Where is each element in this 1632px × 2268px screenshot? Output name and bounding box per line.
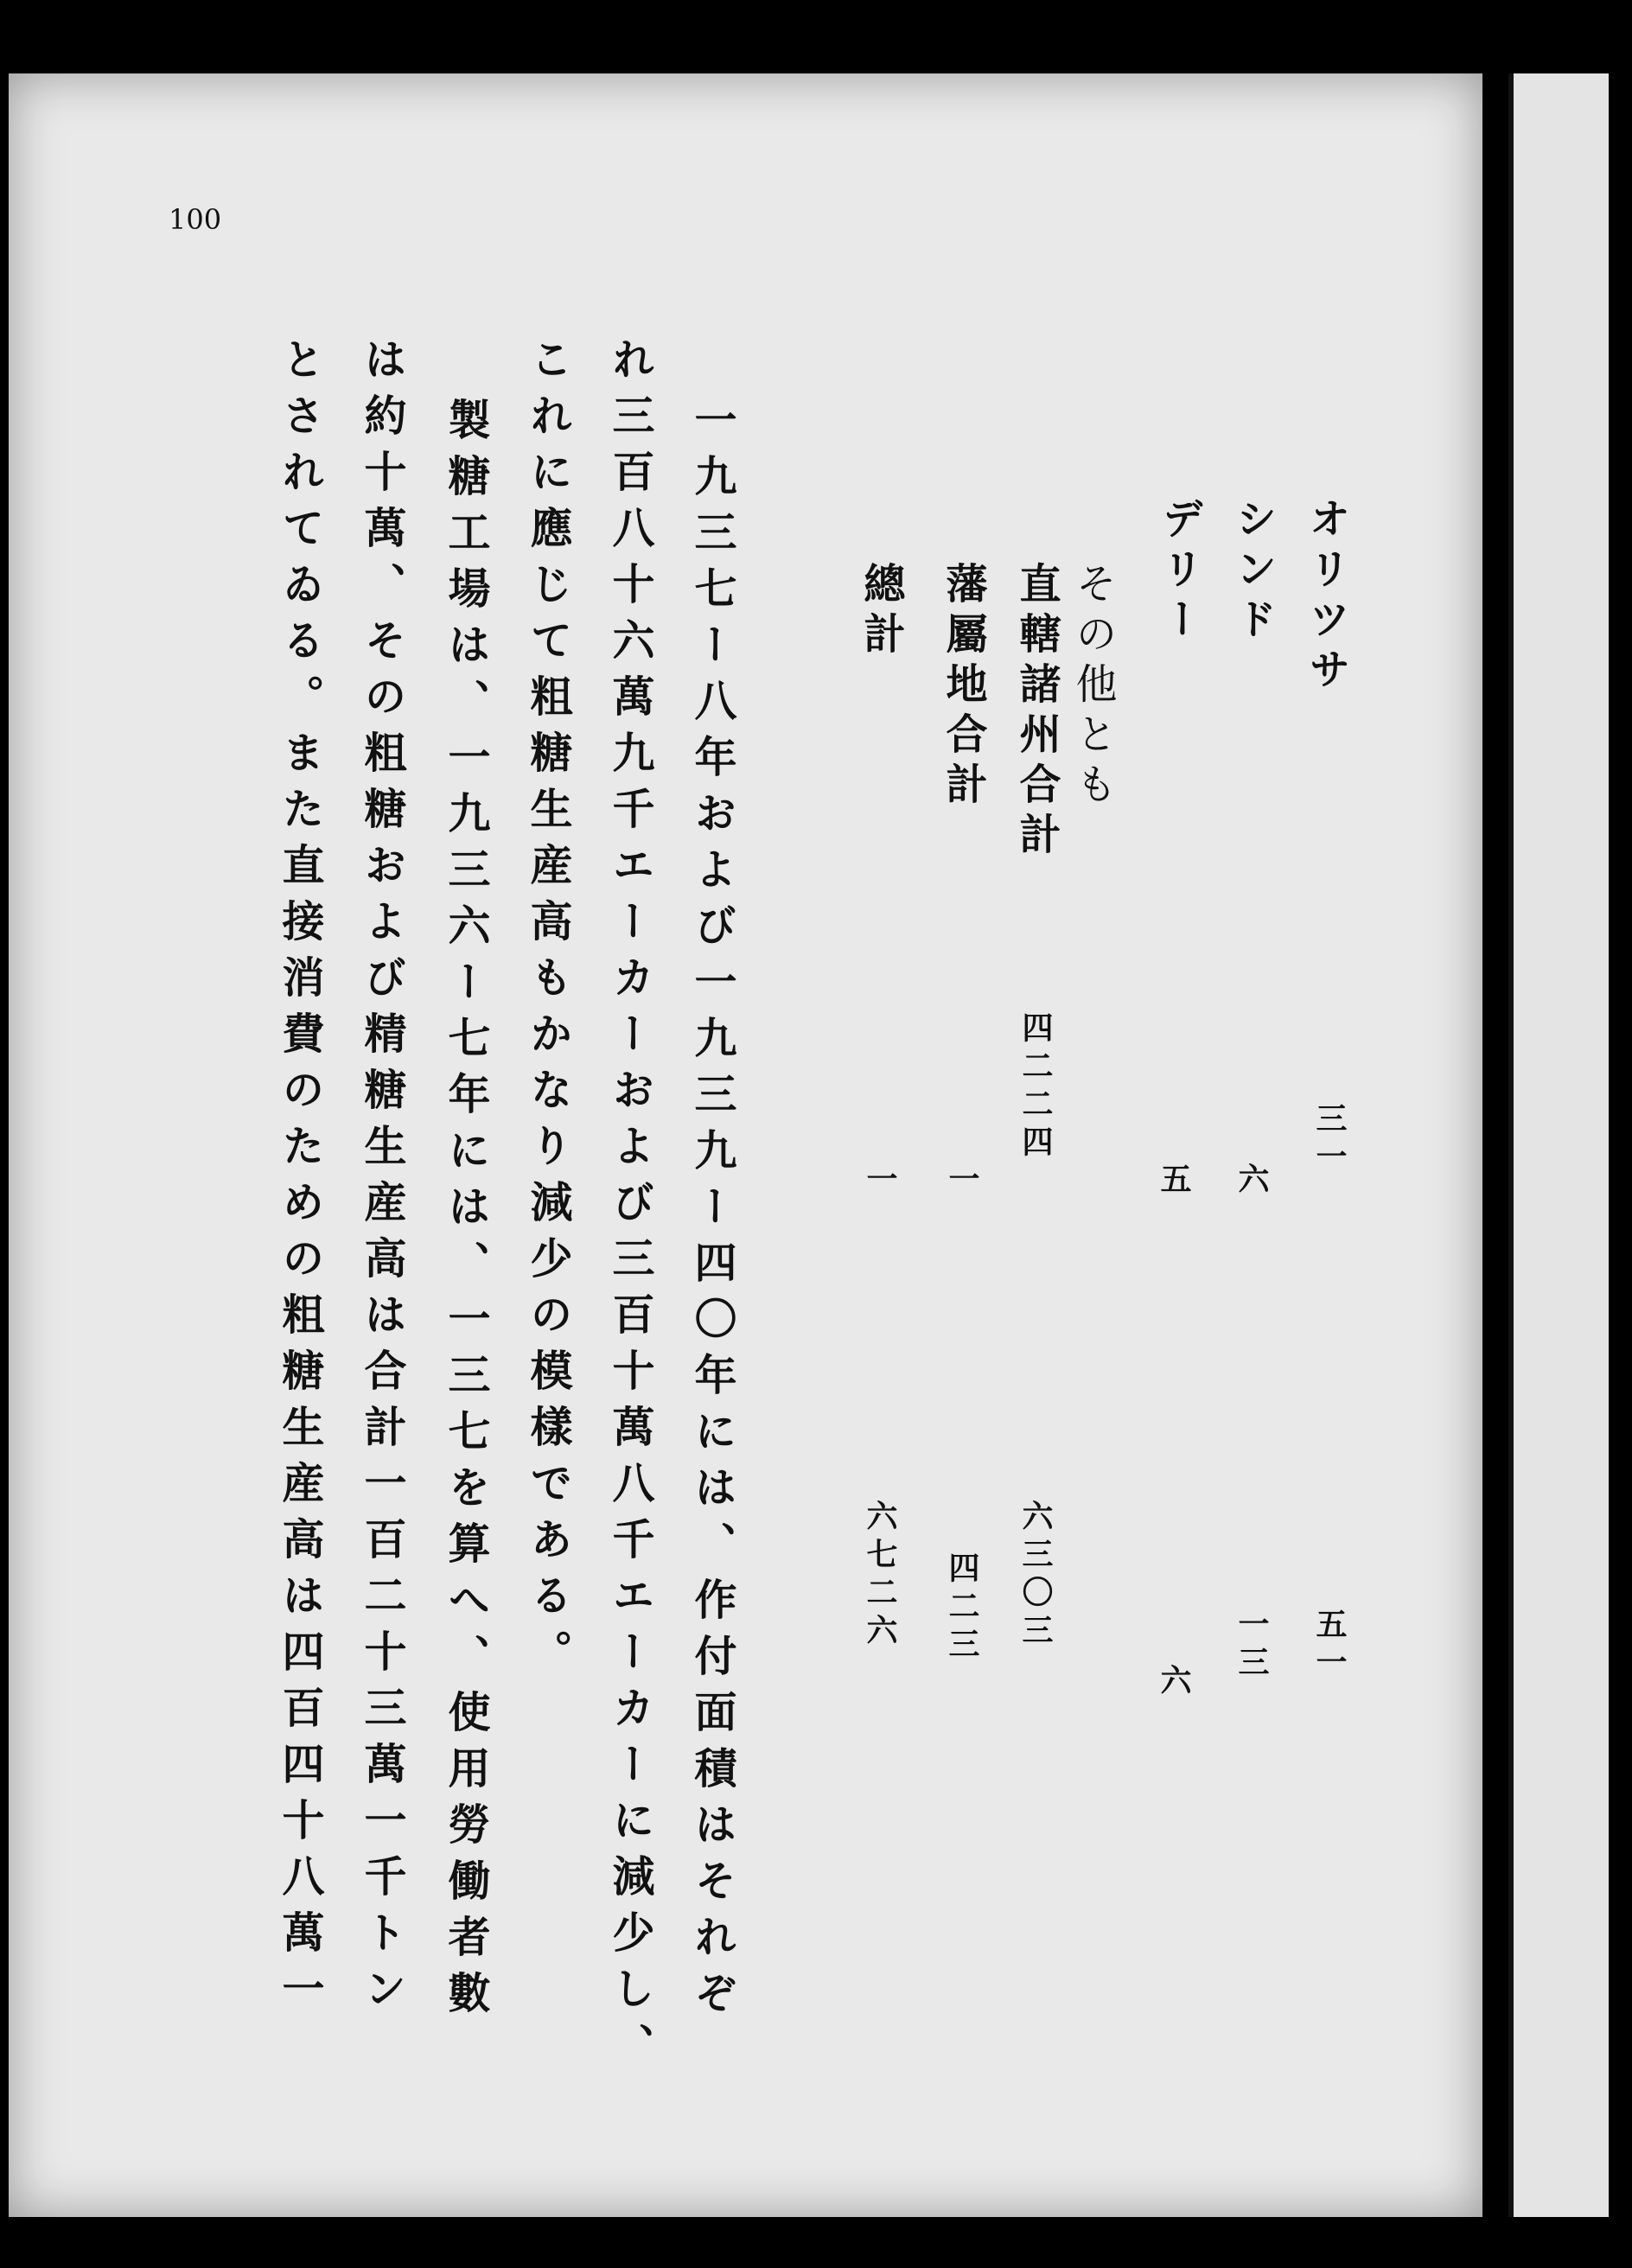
body-text-line: これに應じて粗糖生産高もかなり減少の模樣である。 bbox=[524, 337, 574, 1685]
table-value-2: 六 bbox=[1156, 1664, 1192, 1702]
table-row-label: 藩屬地合計 bbox=[939, 562, 987, 812]
book-page bbox=[9, 73, 1482, 2217]
table-value-1: 四二二四 bbox=[1017, 1011, 1054, 1163]
table-value-1: 六 bbox=[1234, 1163, 1270, 1201]
body-text-line: は約十萬、その粗糖および精糖生産高は合計一百二十三萬一千トン bbox=[358, 337, 408, 2023]
table-value-1: 五 bbox=[1156, 1163, 1192, 1201]
table-value-2: 六三〇三 bbox=[1017, 1500, 1054, 1652]
table-value-2: 一三 bbox=[1234, 1608, 1270, 1684]
table-value-2: 五一 bbox=[1311, 1608, 1348, 1684]
table-value-2: 六七二六 bbox=[862, 1500, 898, 1652]
table-value-1: 一 bbox=[944, 1163, 980, 1201]
table-row-label: デリー bbox=[1155, 497, 1203, 647]
body-text-line: とされてゐる。また直接消費のための粗糖生産高は四百四十八萬一 bbox=[276, 337, 326, 2023]
table-row-label: その他とも bbox=[1068, 562, 1117, 812]
body-text-line: れ三百八十六萬九千エーカーおよび三百十萬八千エーカーに減少し、 bbox=[606, 337, 656, 2079]
table-value-1: 三一 bbox=[1311, 1102, 1348, 1178]
table-row-label: 直轄諸州合計 bbox=[1012, 562, 1061, 863]
table-value-2: 四二三 bbox=[944, 1551, 980, 1666]
table-value-1: 一 bbox=[862, 1163, 898, 1201]
body-text-line: 製糖工場は、一九三六ー七年には、一三七を算へ、使用勞働者數 bbox=[442, 398, 492, 2027]
table-row-label: オリツサ bbox=[1302, 497, 1350, 698]
table-row-label: 總計 bbox=[857, 562, 905, 662]
table-row-label: シンド bbox=[1228, 497, 1277, 647]
adjacent-page-edge bbox=[1508, 73, 1609, 2217]
body-text-line: 一九三七ー八年および一九三九ー四〇年には、作付面積はそれぞ bbox=[688, 398, 738, 2027]
page-number: 100 bbox=[169, 203, 222, 236]
